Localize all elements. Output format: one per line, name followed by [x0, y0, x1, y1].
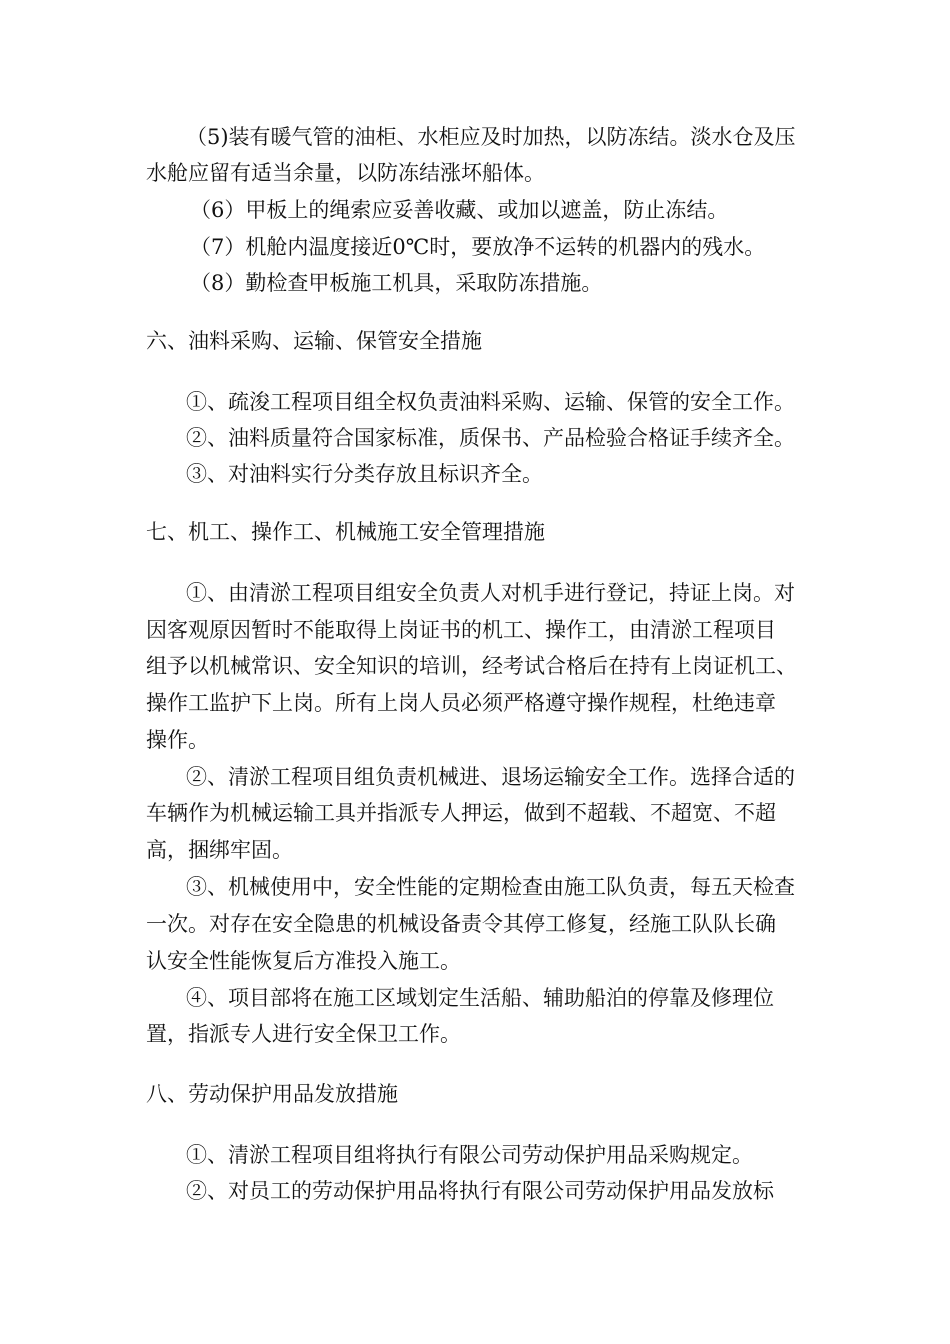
section-6-item-1: ①、疏浚工程项目组全权负责油料采购、运输、保管的安全工作。: [186, 390, 795, 414]
section-8-item-1: ①、清淤工程项目组将执行有限公司劳动保护用品采购规定。: [186, 1143, 753, 1167]
section-7-p1-line-2: 因客观原因暂时不能取得上岗证书的机工、操作工，由清淤工程项目: [146, 618, 776, 642]
section-7-p3-line-2: 一次。对存在安全隐患的机械设备责令其停工修复，经施工队队长确: [146, 912, 776, 936]
section-7-p4-line-2: 置，指派专人进行安全保卫工作。: [146, 1022, 461, 1046]
section-7-p2-line-3: 高，捆绑牢固。: [146, 838, 293, 862]
winter-item-5-line-2: 水舱应留有适当余量，以防冻结涨坏船体。: [146, 161, 545, 185]
section-7-p2-line-1: ②、清淤工程项目组负责机械进、退场运输安全工作。选择合适的: [186, 765, 795, 789]
section-8-item-2: ②、对员工的劳动保护用品将执行有限公司劳动保护用品发放标: [186, 1179, 774, 1203]
section-7-heading: 七、机工、操作工、机械施工安全管理措施: [146, 520, 545, 544]
section-6-heading: 六、油料采购、运输、保管安全措施: [146, 329, 482, 353]
section-7-p1-line-5: 操作。: [146, 728, 209, 752]
section-7-p3-line-1: ③、机械使用中，安全性能的定期检查由施工队负责，每五天检查: [186, 875, 795, 899]
winter-item-5-line-1: （5)装有暖气管的油柜、水柜应及时加热，以防冻结。淡水仓及压: [186, 125, 796, 149]
winter-item-6: （6）甲板上的绳索应妥善收藏、或加以遮盖，防止冻结。: [190, 198, 729, 222]
section-7-p1-line-1: ①、由清淤工程项目组安全负责人对机手进行登记，持证上岗。对: [186, 581, 795, 605]
winter-item-7: （7）机舱内温度接近0℃时，要放净不运转的机器内的残水。: [190, 235, 766, 259]
section-6-item-3: ③、对油料实行分类存放且标识齐全。: [186, 462, 543, 486]
section-7-p4-line-1: ④、项目部将在施工区域划定生活船、辅助船泊的停靠及修理位: [186, 986, 774, 1010]
section-7-p1-line-3: 组予以机械常识、安全知识的培训，经考试合格后在持有上岗证机工、: [146, 654, 797, 678]
section-7-p2-line-2: 车辆作为机械运输工具并指派专人押运，做到不超载、不超宽、不超: [146, 801, 776, 825]
winter-item-8: （8）勤检查甲板施工机具，采取防冻措施。: [190, 271, 603, 295]
section-7-p3-line-3: 认安全性能恢复后方准投入施工。: [146, 949, 461, 973]
section-8-heading: 八、劳动保护用品发放措施: [146, 1082, 398, 1106]
section-7-p1-line-4: 操作工监护下上岗。所有上岗人员必须严格遵守操作规程，杜绝违章: [146, 691, 776, 715]
section-6-item-2: ②、油料质量符合国家标准，质保书、产品检验合格证手续齐全。: [186, 426, 795, 450]
